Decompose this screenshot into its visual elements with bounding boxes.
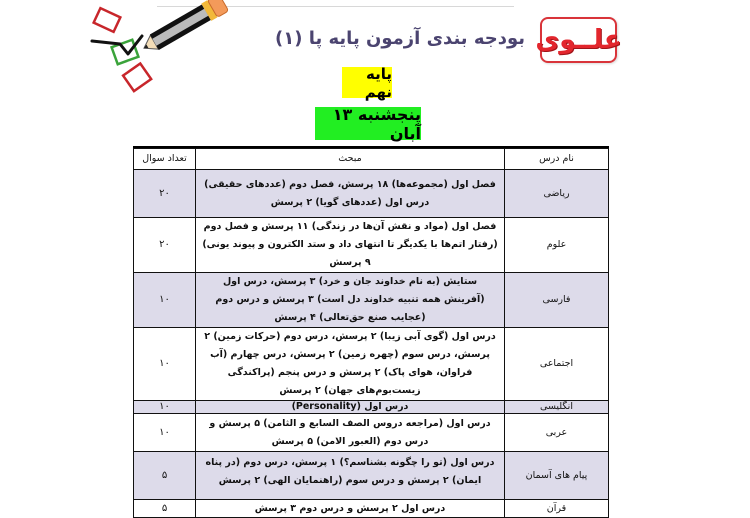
grade-label: پایه نهم bbox=[342, 67, 392, 98]
page-title: بودجه بندی آزمون پایه پا (۱) bbox=[275, 28, 525, 49]
topic-cell: درس اول (گوی آبی زیبا) ۲ پرسش، درس دوم (حرکات زمین) ۲ پرسش، درس سوم (چهره زمین) ۲ پرسش، درس چهارم (آب فراوان، هوای پاک) ۲ پرسش و درس پنجم (پراکندگی زیست‌بوم‌های جهان) ۲ پرسش bbox=[196, 328, 505, 401]
exam-budget-table bbox=[133, 148, 609, 518]
topic-cell: درس اول (تو را چگونه بشناسم؟) ۱ پرسش، درس دوم (در پناه ایمان) ۲ پرسش و درس سوم (راهنمایان الهی) ۲ پرسش bbox=[196, 452, 505, 500]
top-divider-right bbox=[226, 6, 514, 7]
exam-date: پنجشنبه ۱۳ آبان bbox=[315, 107, 421, 140]
topic-cell: ستایش (به نام خداوند جان و خرد) ۳ پرسش، درس اول (آفرینش همه تنبیه خداوند دل است) ۳ پرسش و درس دوم (عجایب صنع حق‌تعالی) ۴ پرسش bbox=[196, 273, 505, 328]
subject-cell: انگلیسی bbox=[505, 401, 609, 414]
count-cell: ۱۰ bbox=[134, 401, 196, 414]
table-row bbox=[134, 273, 609, 328]
subject-cell: پیام های آسمان bbox=[505, 452, 609, 500]
count-cell: ۱۰ bbox=[134, 328, 196, 401]
column-header-count: تعداد سوال bbox=[134, 149, 196, 170]
topic-cell: فصل اول (مواد و نقش آن‌ها در زندگی) ۱۱ پرسش و فصل دوم (رفتار اتم‌ها با یکدیگر تا انتهای داد و ستد الکترون و پیوند یونی) ۹ پرسش bbox=[196, 218, 505, 273]
topic-cell: فصل اول (مجموعه‌ها) ۱۸ پرسش، فصل دوم (عددهای حقیقی) درس اول (عددهای گویا) ۲ پرسش bbox=[196, 170, 505, 218]
table-row bbox=[134, 452, 609, 500]
column-header-topic: مبحث bbox=[196, 149, 505, 170]
logo-text: علــوی bbox=[535, 25, 622, 55]
subject-cell: اجتماعی bbox=[505, 328, 609, 401]
topic-cell: درس اول ۲ پرسش و درس دوم ۳ پرسش bbox=[196, 500, 505, 518]
topic-cell: درس اول (مراجعه دروس الصف السابع و الثامن) ۵ پرسش و درس دوم (العبور الامن) ۵ پرسش bbox=[196, 414, 505, 452]
subject-cell: عربی bbox=[505, 414, 609, 452]
table-row bbox=[134, 414, 609, 452]
count-cell: ۱۰ bbox=[134, 414, 196, 452]
table-row bbox=[134, 170, 609, 218]
subject-cell: علوم bbox=[505, 218, 609, 273]
table-row bbox=[134, 328, 609, 401]
count-cell: ۵ bbox=[134, 500, 196, 518]
subject-cell: قرآن bbox=[505, 500, 609, 518]
count-cell: ۲۰ bbox=[134, 170, 196, 218]
pencil-checklist-icon bbox=[80, 0, 240, 110]
count-cell: ۱۰ bbox=[134, 273, 196, 328]
subject-cell: فارسی bbox=[505, 273, 609, 328]
table-row bbox=[134, 218, 609, 273]
table-row bbox=[134, 500, 609, 518]
count-cell: ۵ bbox=[134, 452, 196, 500]
table-header-row bbox=[134, 149, 609, 170]
table-row bbox=[134, 401, 609, 414]
count-cell: ۲۰ bbox=[134, 218, 196, 273]
subject-cell: ریاضی bbox=[505, 170, 609, 218]
topic-cell: درس اول (Personality) bbox=[196, 401, 505, 414]
column-header-subject: نام درس bbox=[505, 149, 609, 170]
